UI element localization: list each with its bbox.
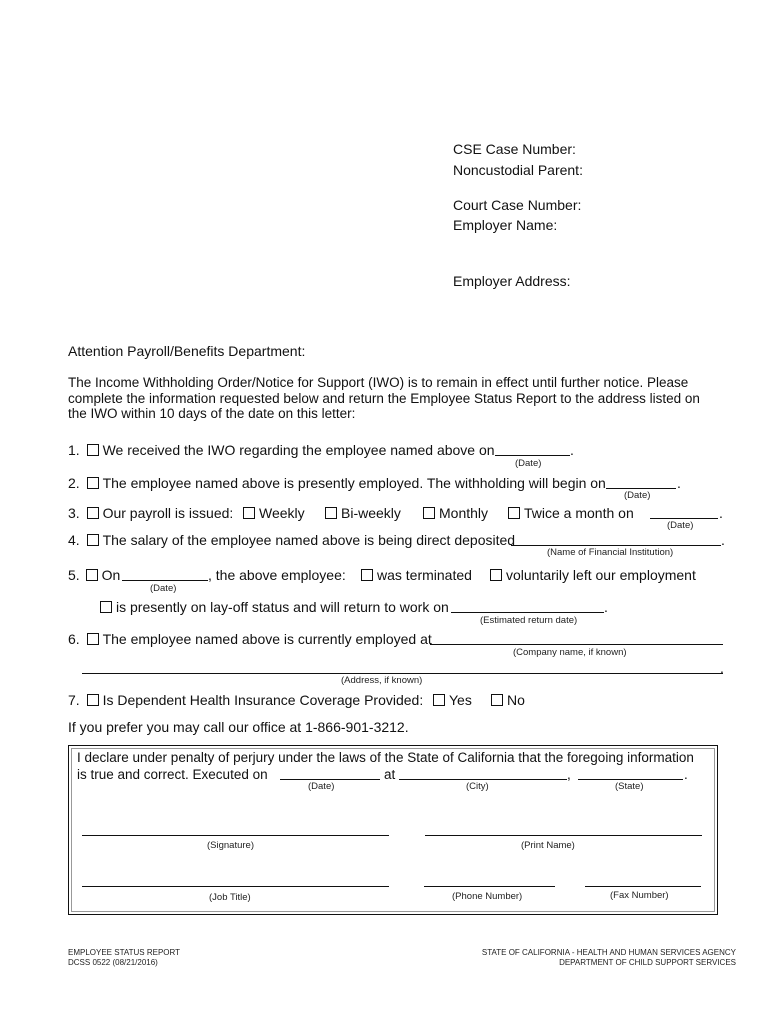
- company-address-field[interactable]: [82, 673, 723, 674]
- employer-name-label: Employer Name:: [453, 217, 558, 233]
- fax-number-caption: (Fax Number): [610, 890, 669, 901]
- item-4-text: The salary of the employee named above is being direct deposited: [102, 532, 516, 548]
- item-number: 7.: [68, 692, 80, 708]
- layoff-checkbox[interactable]: [100, 601, 112, 613]
- item-1: [68, 442, 495, 459]
- item-1-checkbox[interactable]: [87, 444, 99, 456]
- item-number: 1.: [68, 442, 80, 458]
- item-3-checkbox[interactable]: [87, 507, 99, 519]
- item-3-date-field[interactable]: [650, 518, 718, 519]
- insurance-yes-checkbox[interactable]: [433, 694, 445, 706]
- company-address-caption: (Address, if known): [341, 675, 423, 686]
- executed-city-caption: (City): [466, 781, 489, 792]
- signature-field[interactable]: [82, 835, 389, 836]
- return-date-field[interactable]: [451, 612, 604, 613]
- insurance-no-label: No: [507, 692, 525, 708]
- intro-paragraph-line-1: The Income Withholding Order/Notice for Support (IWO) is to remain in effect until further notice. Please: [68, 375, 689, 390]
- footer-form-title: EMPLOYEE STATUS REPORT: [68, 948, 181, 957]
- attention-heading: Attention Payroll/Benefits Department:: [68, 343, 306, 359]
- return-date-caption: (Estimated return date): [480, 615, 578, 626]
- terminated-checkbox[interactable]: [361, 569, 373, 581]
- monthly-checkbox[interactable]: [423, 507, 435, 519]
- item-5-checkbox[interactable]: [86, 569, 98, 581]
- job-title-field[interactable]: [82, 886, 389, 887]
- item-7: [68, 692, 423, 709]
- item-6-checkbox[interactable]: [87, 633, 99, 645]
- item-1-text: We received the IWO regarding the employee named above on: [102, 442, 495, 458]
- item-3: [68, 505, 233, 522]
- cse-case-number-label: CSE Case Number:: [453, 141, 576, 157]
- item-number: 2.: [68, 475, 80, 491]
- item-number: 4.: [68, 532, 80, 548]
- job-title-caption: (Job Title): [209, 892, 251, 903]
- item-5-date-field[interactable]: [122, 580, 208, 581]
- item-2-date-caption: (Date): [624, 490, 651, 501]
- phone-number-field[interactable]: [424, 886, 555, 887]
- executed-date-field[interactable]: [280, 779, 380, 780]
- item-2-text: The employee named above is presently employed. The withholding will begin on: [102, 475, 606, 491]
- item-1-date-field[interactable]: [495, 455, 570, 456]
- left-employment-checkbox[interactable]: [490, 569, 502, 581]
- phone-note: If you prefer you may call our office at 1-866-901-3212.: [68, 719, 409, 735]
- item-5-on: On: [101, 567, 121, 583]
- footer-agency: STATE OF CALIFORNIA - HEALTH AND HUMAN SERVICES AGENCY: [481, 948, 736, 957]
- item-7-text: Is Dependent Health Insurance Coverage Provided:: [102, 692, 424, 708]
- declaration-line-1: I declare under penalty of perjury under the laws of the State of California that the foregoing information: [77, 750, 694, 765]
- company-name-field[interactable]: [430, 644, 723, 645]
- item-4-checkbox[interactable]: [87, 534, 99, 546]
- noncustodial-parent-label: Noncustodial Parent:: [453, 162, 583, 178]
- terminated-label: was terminated: [377, 567, 472, 583]
- declaration-at: at: [384, 767, 396, 782]
- biweekly-label: Bi-weekly: [341, 505, 401, 521]
- item-5: [68, 567, 120, 584]
- executed-city-field[interactable]: [399, 779, 567, 780]
- insurance-no-checkbox[interactable]: [491, 694, 503, 706]
- executed-date-caption: (Date): [308, 781, 335, 792]
- executed-state-field[interactable]: [578, 779, 683, 780]
- item-3-date-caption: (Date): [667, 520, 694, 531]
- layoff-label: is presently on lay-off status and will return to work on: [116, 599, 449, 615]
- item-number: 6.: [68, 631, 80, 647]
- footer-form-number: DCSS 0522 (08/21/2016): [68, 958, 158, 967]
- item-4: [68, 532, 515, 549]
- weekly-label: Weekly: [259, 505, 305, 521]
- twice-a-month-checkbox[interactable]: [508, 507, 520, 519]
- twice-a-month-label: Twice a month on: [524, 505, 634, 521]
- financial-institution-field[interactable]: [511, 545, 721, 546]
- item-7-checkbox[interactable]: [87, 694, 99, 706]
- weekly-checkbox[interactable]: [243, 507, 255, 519]
- monthly-label: Monthly: [439, 505, 489, 521]
- item-6: [68, 631, 432, 648]
- item-2: [68, 475, 606, 492]
- item-1-date-caption: (Date): [515, 458, 542, 469]
- print-name-field[interactable]: [425, 835, 702, 836]
- footer-department: DEPARTMENT OF CHILD SUPPORT SERVICES: [559, 958, 736, 967]
- print-name-caption: (Print Name): [521, 840, 575, 851]
- phone-number-caption: (Phone Number): [452, 891, 523, 902]
- item-number: 3.: [68, 505, 80, 521]
- item-5-text: , the above employee:: [208, 567, 346, 583]
- insurance-yes-label: Yes: [449, 692, 472, 708]
- company-name-caption: (Company name, if known): [513, 647, 627, 658]
- intro-paragraph-line-2: complete the information requested below and return the Employee Status Report to the address listed on: [68, 391, 700, 406]
- item-2-checkbox[interactable]: [87, 477, 99, 489]
- left-employment-label: voluntarily left our employment: [506, 567, 696, 583]
- biweekly-checkbox[interactable]: [325, 507, 337, 519]
- executed-state-caption: (State): [615, 781, 644, 792]
- item-5-date-caption: (Date): [150, 583, 177, 594]
- declaration-line-2: is true and correct. Executed on: [77, 767, 268, 782]
- employer-address-label: Employer Address:: [453, 273, 571, 289]
- employee-status-report-form: CSE Case Number: Noncustodial Parent: Court Case Number: Employer Name: Employer Address: Attention Payroll/Benefits Department: The Income Withholding Order/Notice for Support (IWO) is to remain in effect until further notice. Please complete the information requested below and return the Employee Status Report to the address listed on the IWO within 10 days of the date on this letter: 1. We received the IWO regarding the employee named above on . (Date) 2. The employee named above is presently employed. The withholding will begin on . (Date) 3. Our payroll is issued: Weekly Bi-weekly Monthly Twice a month on . (Date) 4. The salary of the employee named above is being direct deposited . (Name of Financial Institution) 5. On , the above employee: (Date) was terminated voluntarily left our employment is presently on lay-off status and will return to work on . (Estimated return date) 6. The employee named above is currently employed at (Company name, if known) . (Address, if known) 7. Is Dependent Health Insurance Coverage Provided: Yes No If you prefer you may call our office at 1-866-901-3212. I declare under penalty of perjury under the laws of the State of California that the foregoing information is true and correct. Executed on at , . (Date) (City) (State) (Signature) (Print Name) (Job Title) (Phone Number) (Fax Number) EMPLOYEE STATUS REPORT DCSS 0522 (08/21/2016) STATE OF CALIFORNIA - HEALTH AND HUMAN SERVICES AGENCY DEPARTMENT OF CHILD SUPPORT SERVICES: [0, 0, 770, 1024]
- intro-paragraph-line-3: the IWO within 10 days of the date on this letter:: [68, 406, 356, 421]
- fax-number-field[interactable]: [585, 886, 701, 887]
- item-number: 5.: [68, 567, 80, 583]
- item-2-date-field[interactable]: [606, 488, 676, 489]
- signature-caption: (Signature): [207, 840, 254, 851]
- item-3-text: Our payroll is issued:: [102, 505, 234, 521]
- item-6-text: The employee named above is currently employed at: [102, 631, 432, 647]
- court-case-number-label: Court Case Number:: [453, 197, 582, 213]
- financial-institution-caption: (Name of Financial Institution): [547, 547, 674, 558]
